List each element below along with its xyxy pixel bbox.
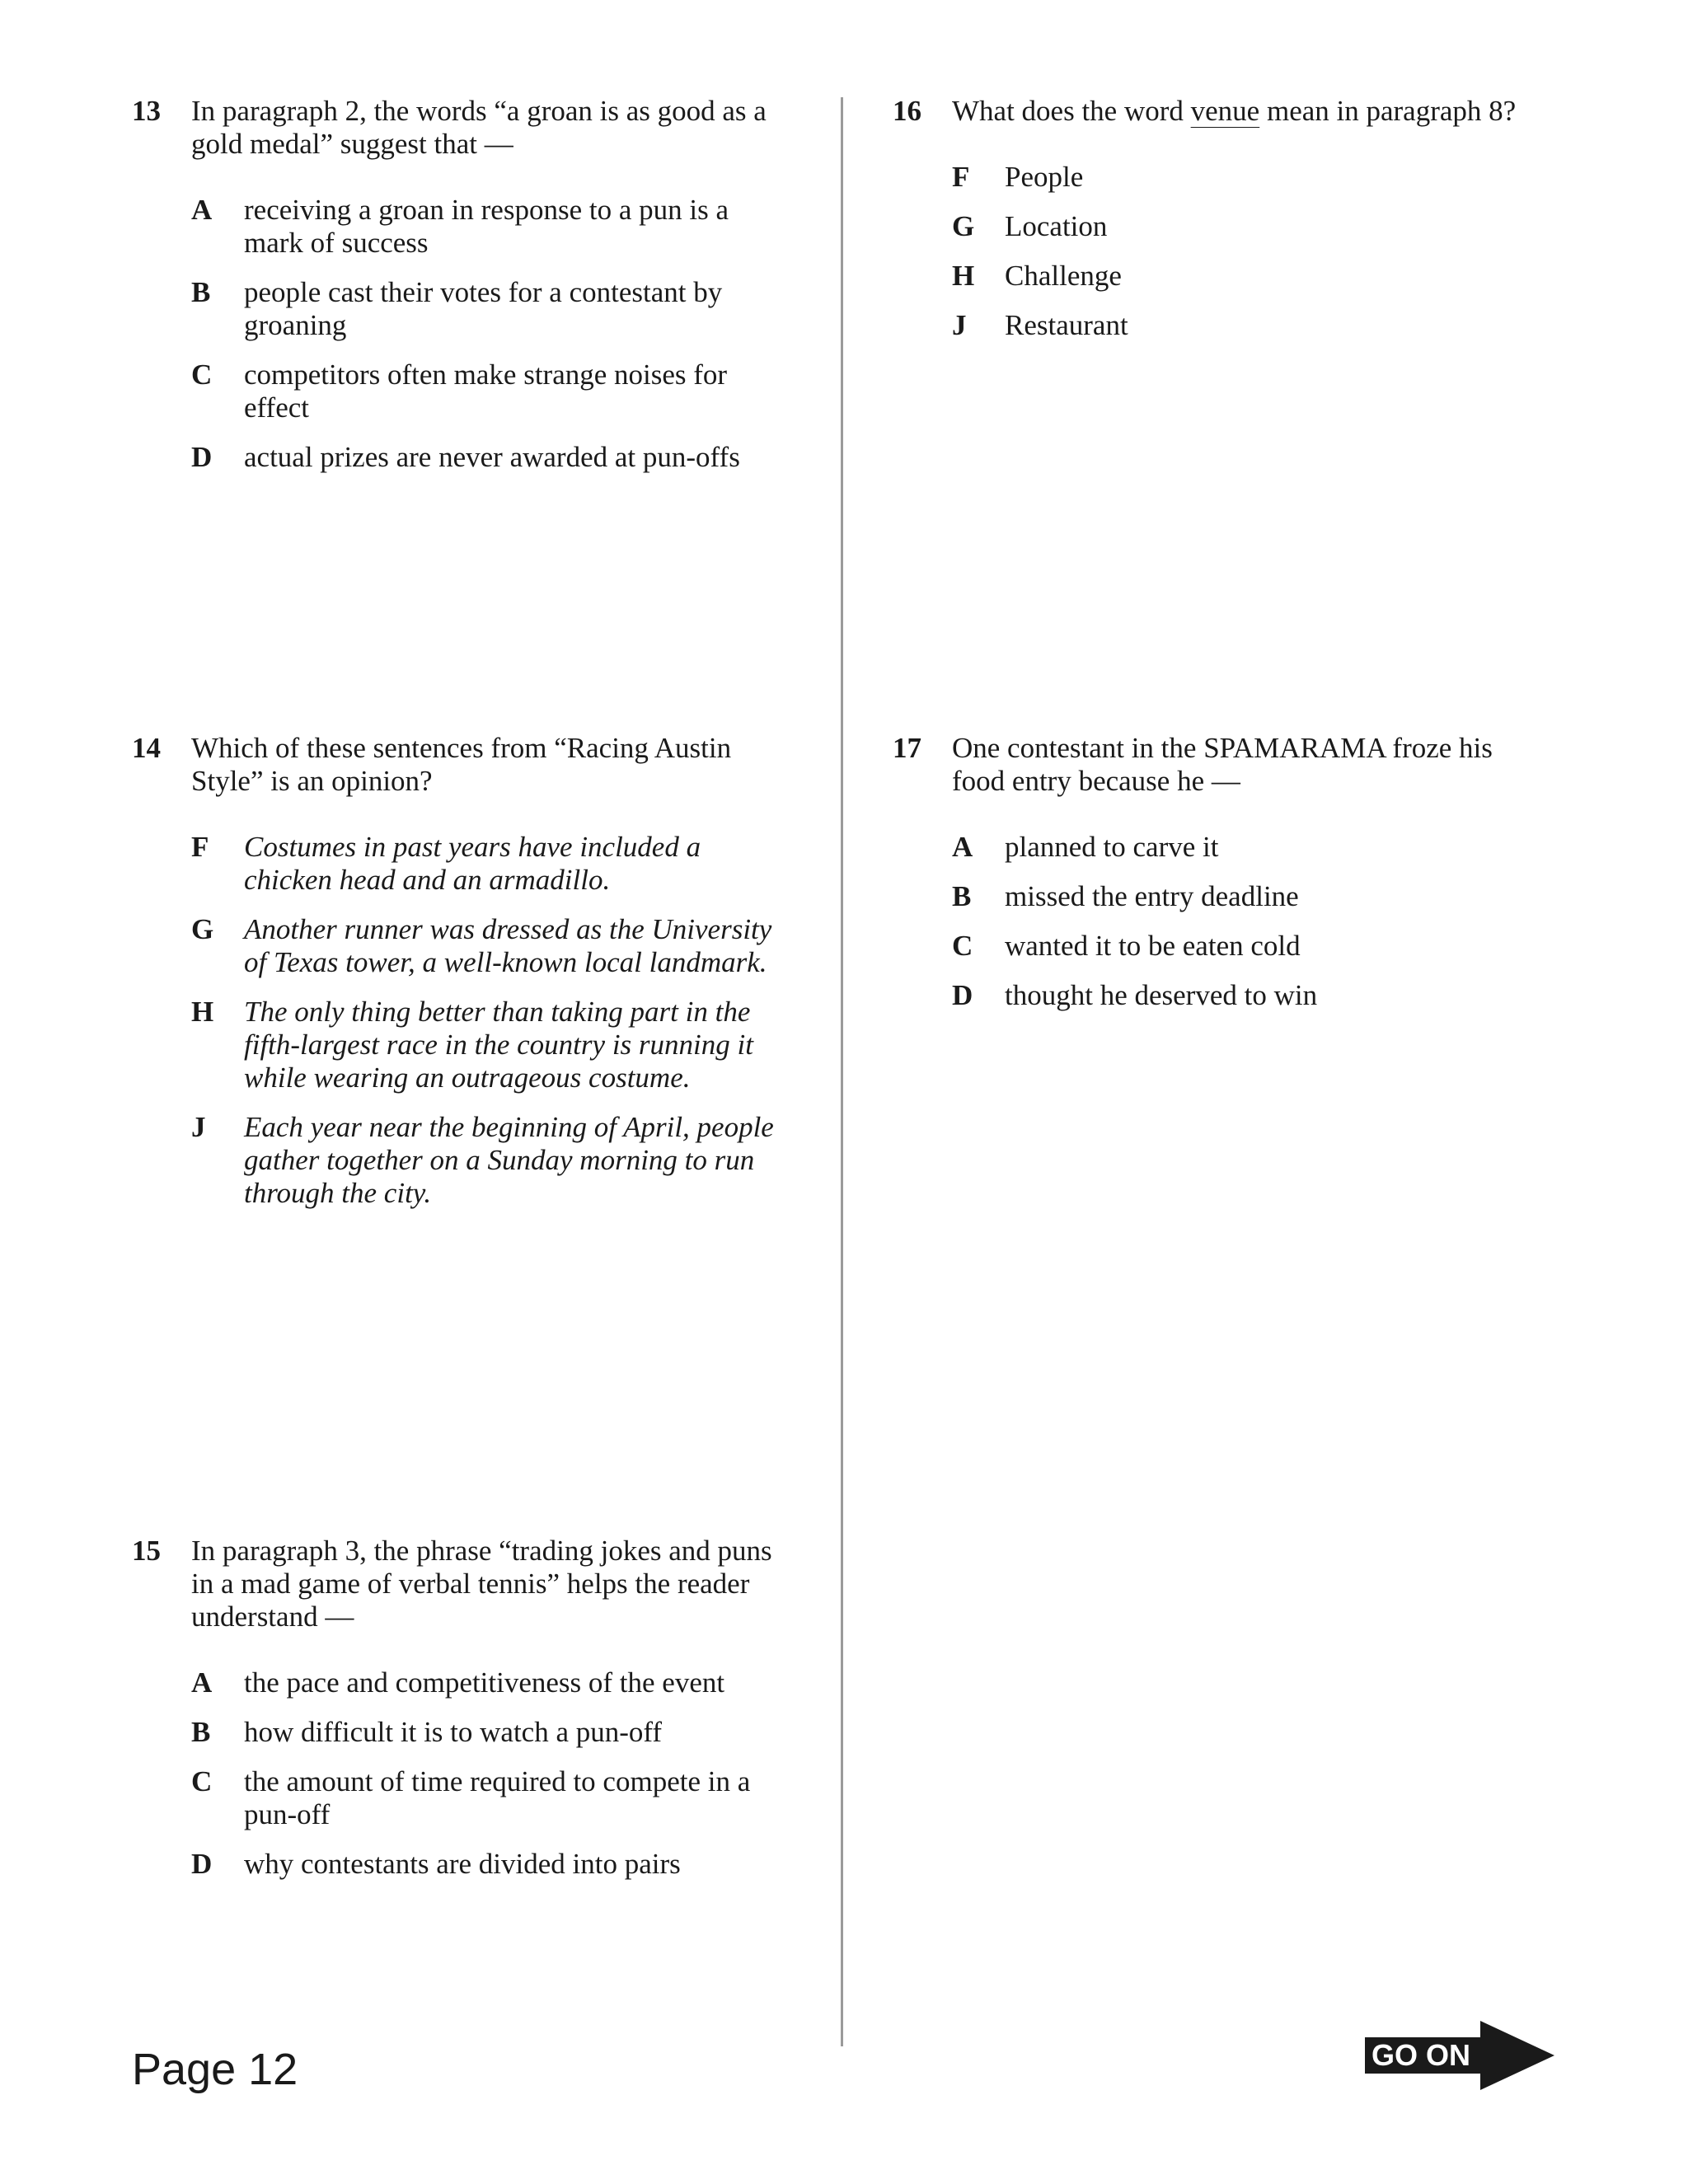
answer-option-b[interactable] [132,1716,791,1749]
option-letter: G [952,210,975,242]
option-text: competitors often make strange noises for effect [244,359,728,424]
answer-option-d[interactable] [132,1848,791,1881]
question-text-before: What does the word [952,95,1191,127]
question-text: One contestant in the SPAMARAMA froze his food entry because he — [952,732,1493,797]
option-letter: G [191,913,214,945]
option-text: actual prizes are never awarded at pun-offs [244,441,740,473]
option-text: Another runner was dressed as the University of Texas tower, a well-known local landmark. [244,913,772,978]
option-letter: A [952,831,973,863]
option-letter: J [191,1111,206,1143]
option-text: Restaurant [1005,309,1128,341]
question-15 [132,1535,791,1897]
go-on-label: GO ON [1372,2038,1471,2072]
question-number: 15 [132,1535,161,1567]
answer-option-f[interactable] [132,831,791,897]
answer-option-h[interactable] [132,996,791,1094]
answer-option-f[interactable] [893,161,1552,194]
option-letter: F [191,831,209,863]
answer-option-a[interactable] [132,1666,791,1699]
question-number: 17 [893,732,921,764]
answer-options [132,831,791,1210]
option-text: Challenge [1005,260,1122,292]
answer-option-j[interactable] [893,309,1552,342]
question-stem [132,732,791,798]
option-text: planned to carve it [1005,831,1219,863]
answer-option-h[interactable] [893,260,1552,293]
option-text: thought he deserved to win [1005,979,1318,1011]
option-letter: C [191,1765,213,1797]
question-17 [893,732,1552,1029]
question-text: Which of these sentences from “Racing Austin Style” is an opinion? [191,732,732,797]
option-letter: J [952,309,967,341]
question-16 [893,95,1552,359]
option-text: wanted it to be eaten cold [1005,930,1301,962]
option-text: the amount of time required to compete in a pun-off [244,1765,751,1830]
answer-option-b[interactable] [893,880,1552,913]
question-14 [132,732,791,1226]
question-text: In paragraph 3, the phrase “trading jokes and puns in a mad game of verbal tennis” helps the reader understand — [191,1535,772,1633]
question-stem [132,95,791,161]
question-text-after: mean in paragraph 8? [1259,95,1517,127]
answer-option-d[interactable] [132,441,791,474]
option-text: receiving a groan in response to a pun is a mark of success [244,194,729,259]
answer-option-g[interactable] [893,210,1552,243]
answer-option-b[interactable] [132,276,791,342]
page-number: Page 12 [132,2045,298,2094]
answer-options [132,194,791,474]
question-stem [893,95,1552,128]
answer-option-c[interactable] [893,930,1552,963]
underlined-vocabulary-word: venue [1190,95,1260,127]
answer-option-a[interactable] [893,831,1552,864]
go-on-button[interactable] [1365,2021,1554,2090]
question-text: In paragraph 2, the words “a groan is as good as a gold medal” suggest that — [191,95,767,160]
option-text: how difficult it is to watch a pun-off [244,1716,663,1748]
option-text: Costumes in past years have included a chicken head and an armadillo. [244,831,701,896]
question-number: 13 [132,95,161,127]
question-13 [132,95,791,490]
question-number: 16 [893,95,921,127]
option-text: missed the entry deadline [1005,880,1299,912]
option-text: people cast their votes for a contestant by groaning [244,276,723,341]
answer-option-j[interactable] [132,1111,791,1210]
option-text: The only thing better than taking part in the fifth-largest race in the country is running it while wearing an outrageous costume. [244,996,753,1094]
answer-option-g[interactable] [132,913,791,979]
option-letter: B [191,1716,211,1748]
answer-option-c[interactable] [132,1765,791,1831]
answer-option-c[interactable] [132,359,791,424]
answer-options [132,1666,791,1881]
answer-option-a[interactable] [132,194,791,260]
option-text: Each year near the beginning of April, people gather together on a Sunday morning to run through the city. [244,1111,774,1209]
option-text: why contestants are divided into pairs [244,1848,681,1880]
option-letter: D [952,979,973,1011]
option-text: People [1005,161,1084,193]
option-text: Location [1005,210,1108,242]
question-stem [132,1535,791,1633]
answer-option-d[interactable] [893,979,1552,1012]
question-number: 14 [132,732,161,764]
option-letter: A [191,1666,213,1699]
question-stem [893,732,1552,798]
option-letter: D [191,1848,213,1880]
option-text: the pace and competitiveness of the event [244,1666,725,1699]
option-letter: H [191,996,214,1028]
option-letter: B [191,276,211,308]
answer-options [893,831,1552,1012]
answer-options [893,161,1552,342]
option-letter: A [191,194,213,226]
option-letter: C [191,359,213,391]
option-letter: H [952,260,975,292]
column-divider [841,97,843,2046]
option-letter: D [191,441,213,473]
option-letter: F [952,161,970,193]
option-letter: C [952,930,973,962]
option-letter: B [952,880,972,912]
